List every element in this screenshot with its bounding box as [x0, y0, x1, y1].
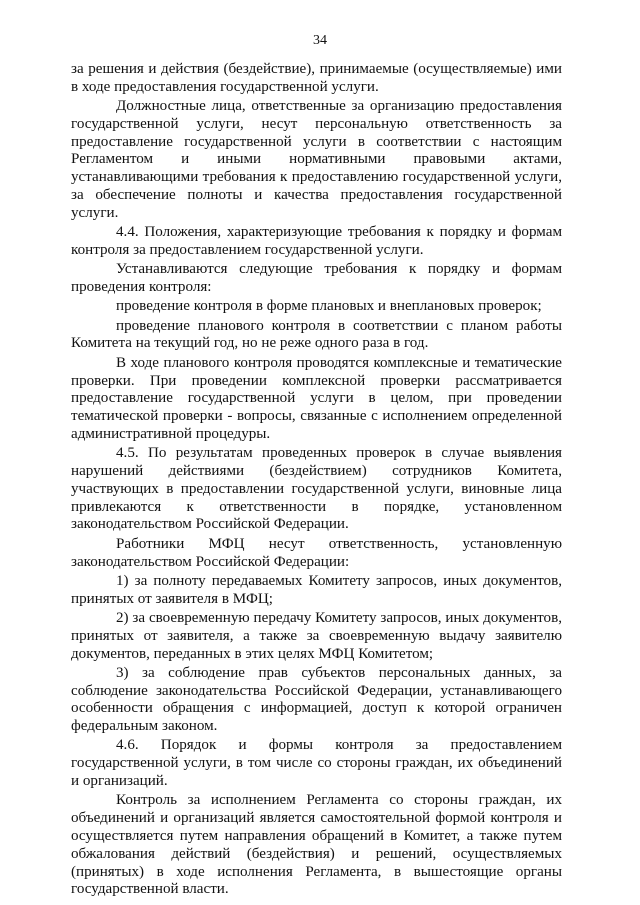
- page-number: 34: [313, 33, 327, 48]
- paragraph-control-requirements: Устанавливаются следующие требования к порядку и формам проведения контроля:: [71, 261, 562, 296]
- paragraph-mfc-workers: Работники МФЦ несут ответственность, установленную законодательством Российской Федерации:: [71, 535, 562, 570]
- section-heading-4-5: 4.5. По результатам проведенных проверок в случае выявления нарушений действиями (бездействием) сотрудников Комитета, участвующих в предоставлении государственной услуги, виновные лица привлекаются к ответственности в порядке, установленном законодательством Российской Федерации.: [71, 445, 562, 533]
- paragraph-citizen-control: Контроль за исполнением Регламента со стороны граждан, их объединений и организаций является самостоятельной формой контроля и осуществляется путем направления обращений в Комитет, а также путем обжалования действий (бездействия) и решений, осуществляемых (принятых) в ходе исполнения Регламента, в вышестоящие органы государственной власти.: [71, 792, 562, 898]
- section-heading-4-6: 4.6. Порядок и формы контроля за предоставлением государственной услуги, в том числе со стороны граждан, их объединений и организаций.: [71, 737, 562, 790]
- list-item-3: 3) за соблюдение прав субъектов персональных данных, за соблюдение законодательства Российской Федерации, устанавливающего особенности обращения с информацией, доступ к которой ограничен федеральным законом.: [71, 664, 562, 735]
- list-item-2: 2) за своевременную передачу Комитету запросов, иных документов, принятых от заявителя, а также за своевременную выдачу заявителю документов, переданных в этих целях МФЦ Комитетом;: [71, 609, 562, 662]
- paragraph-continuation: за решения и действия (бездействие), принимаемые (осуществляемые) ими в ходе предоставления государственной услуги.: [71, 61, 562, 95]
- section-heading-4-4: 4.4. Положения, характеризующие требования к порядку и формам контроля за предоставлением государственной услуги.: [71, 224, 562, 258]
- paragraph-planned-checks: В ходе планового контроля проводятся комплексные и тематические проверки. При проведении комплексной проверки рассматривается предоставление государственной услуги в целом, при проведении тематической проверки - вопросы, связанные с исполнением определенной административной процедуры.: [71, 354, 562, 442]
- list-item-control-form: проведение контроля в форме плановых и внеплановых проверок;: [116, 298, 542, 315]
- paragraph-officials-responsibility: Должностные лица, ответственные за организацию предоставления государственной услуги, несут персональную ответственность за предоставление государственной услуги в соответствии с настоящим Регламентом и иными нормативными правовыми актами, устанавливающими требования к предоставлению государственной услуги, за обеспечение полноты и качества предоставления государственной услуги.: [71, 98, 562, 221]
- document-body: [71, 61, 562, 899]
- list-item-1: 1) за полноту передаваемых Комитету запросов, иных документов, принятых от заявителя в МФЦ;: [71, 572, 562, 607]
- list-item-planned-control: проведение планового контроля в соответствии с планом работы Комитета на текущий год, но не реже одного раза в год.: [71, 317, 562, 352]
